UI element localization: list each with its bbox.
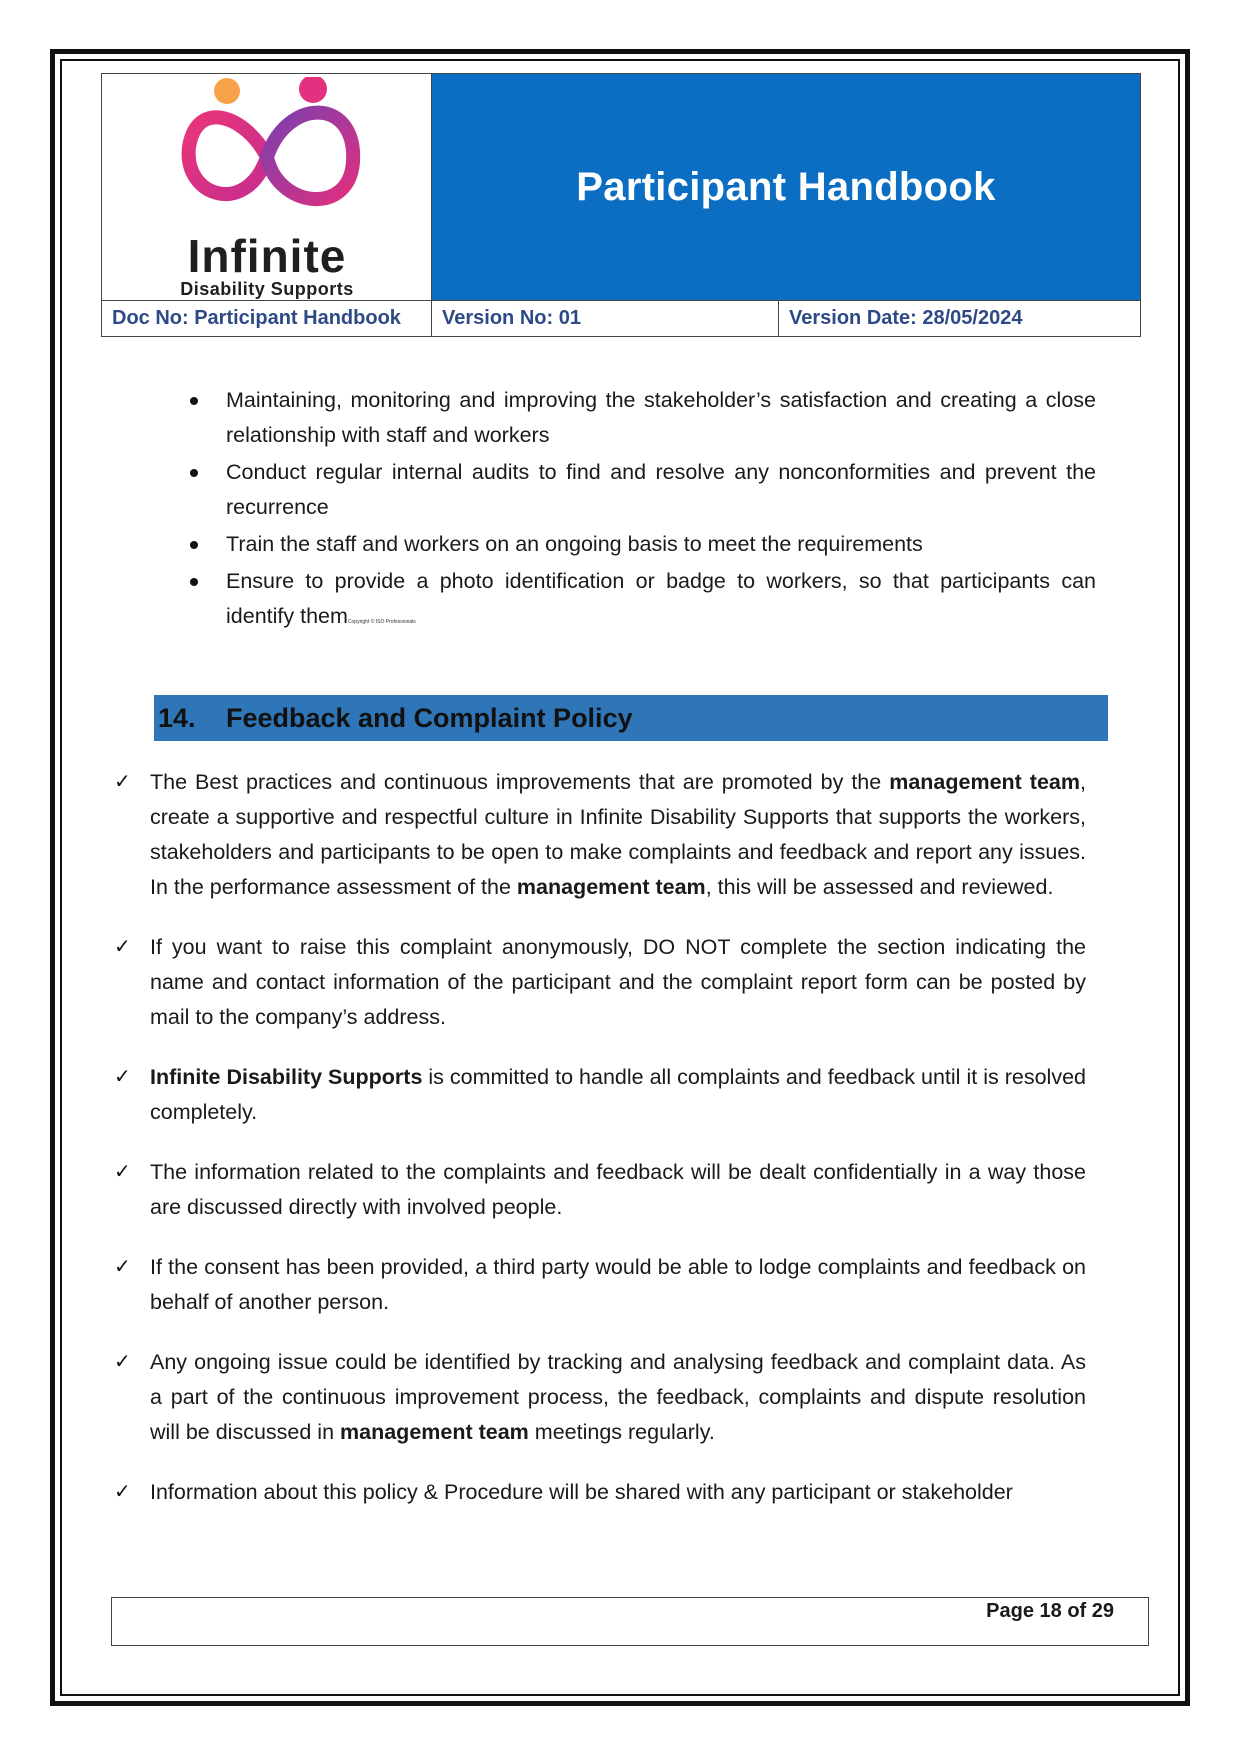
body-text: The Best practices and continuous improvements that are promoted by the — [150, 770, 890, 794]
body-text: , create a supportive and respectful culture in Infinite Disability Supports that supports the workers, stakeholders and participants to be open to make complaints and feedback and report any issues. In the performance assessment of the — [150, 770, 1086, 899]
check-mark-icon: ✓ — [114, 1161, 131, 1183]
emphasis-text: Infinite Disability Supports — [150, 1065, 423, 1089]
check-mark-icon: ✓ — [114, 1066, 131, 1088]
check-mark-icon: ✓ — [114, 771, 131, 793]
page-number: Page 18 of 29 — [986, 1600, 1114, 1622]
check-list-item — [112, 1250, 1086, 1320]
section-heading — [154, 695, 1108, 741]
emphasis-text: management team — [340, 1420, 529, 1444]
body-text: The information related to the complaints and feedback will be dealt confidentially in a way those are discussed directly with involved people. — [150, 1160, 1086, 1219]
check-list — [112, 765, 1086, 1535]
check-mark-icon: ✓ — [114, 1256, 131, 1278]
copyright-note: Copyright © ISO Professionals — [347, 619, 416, 625]
bullet-list — [186, 383, 1096, 642]
bullet-icon — [190, 469, 198, 477]
check-list-item — [112, 1475, 1086, 1510]
section-title: Feedback and Complaint Policy — [226, 702, 633, 733]
document-header — [101, 73, 1141, 337]
body-text: , this will be assessed and reviewed. — [705, 875, 1054, 899]
check-mark-icon: ✓ — [114, 936, 131, 958]
document-meta-row — [102, 300, 1140, 336]
version-number: Version No: 01 — [432, 301, 779, 336]
check-list-item — [112, 765, 1086, 905]
title-cell — [432, 74, 1140, 300]
bullet-icon — [190, 397, 198, 405]
list-item: Ensure to provide a photo identification or badge to workers, so that participants can identify themCopyright © ISO Professionals — [186, 564, 1096, 640]
bullet-icon — [190, 578, 198, 586]
body-text: If the consent has been provided, a third party would be able to lodge complaints and feedback on behalf of another person. — [150, 1255, 1086, 1314]
check-list-item — [112, 930, 1086, 1035]
body-text: Information about this policy & Procedure will be shared with any participant or stakeholder — [150, 1480, 1013, 1504]
check-list-item — [112, 1155, 1086, 1225]
section-number: 14. — [158, 702, 196, 733]
check-mark-icon: ✓ — [114, 1481, 131, 1503]
logo-wordmark: Infinite — [187, 230, 347, 282]
emphasis-text: management team — [889, 770, 1081, 794]
check-list-item — [112, 1060, 1086, 1130]
check-mark-icon: ✓ — [114, 1351, 131, 1373]
check-list-item — [112, 1345, 1086, 1450]
page-footer — [111, 1597, 1149, 1646]
body-text: meetings regularly. — [528, 1420, 715, 1444]
logo-tagline: Disability Supports — [180, 279, 354, 299]
emphasis-text: management team — [516, 875, 706, 899]
list-item: Maintaining, monitoring and improving the stakeholder’s satisfaction and creating a close relationship with staff and workers — [186, 383, 1096, 453]
body-text: If you want to raise this complaint anonymously, DO NOT complete the section indicating the name and contact information of the participant and the complaint report form can be posted by mail to the company’s address. — [150, 935, 1086, 1029]
list-item: Conduct regular internal audits to find and resolve any nonconformities and prevent the recurrence — [186, 455, 1096, 525]
bullet-icon — [190, 541, 198, 549]
body-text: is committed to handle all complaints and feedback until it is resolved completely. — [150, 1065, 1086, 1124]
infinity-logo-icon — [157, 77, 377, 237]
version-date: Version Date: 28/05/2024 — [789, 307, 1023, 329]
list-item: Train the staff and workers on an ongoing basis to meet the requirements — [186, 527, 1096, 562]
logo-cell — [102, 74, 432, 300]
body-text: Any ongoing issue could be identified by tracking and analysing feedback and complaint data. As a part of the continuous improvement process, the feedback, complaints and dispute resolution will be discussed in — [150, 1350, 1086, 1444]
document-title: Participant Handbook — [576, 164, 996, 209]
doc-number: Doc No: Participant Handbook — [102, 301, 432, 336]
